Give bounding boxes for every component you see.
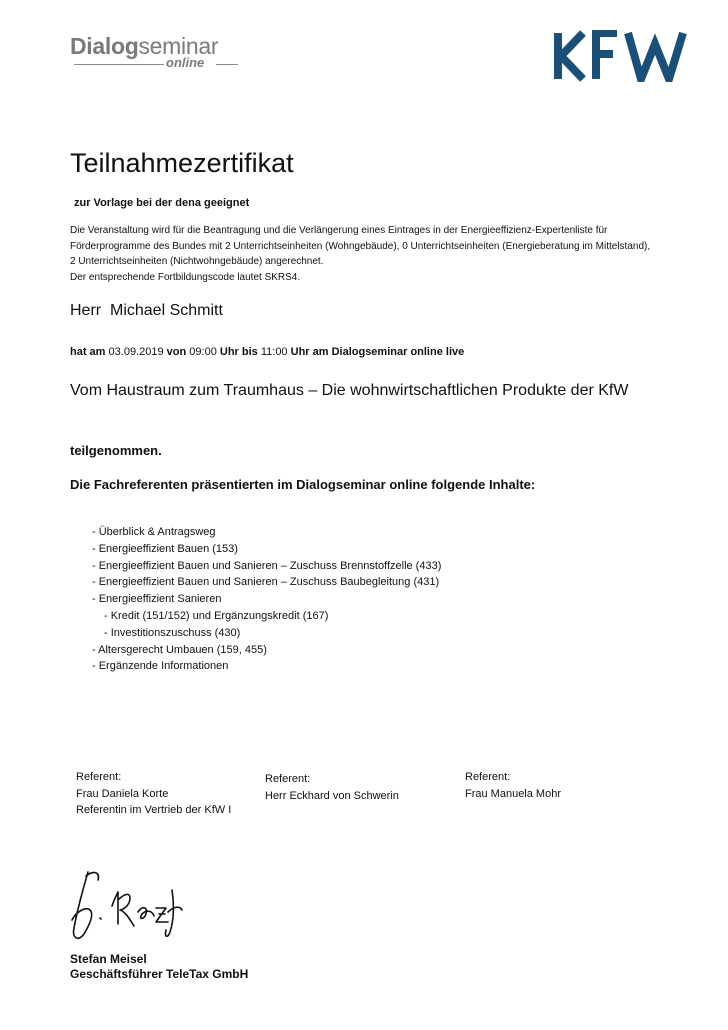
referent-label: Referent: <box>265 773 311 785</box>
list-item: - Altersgerecht Umbauen (159, 455) <box>92 643 267 656</box>
list-item: - Ergänzende Informationen <box>92 660 229 673</box>
von-label: von <box>166 346 187 358</box>
list-item: - Energieeffizient Bauen (153) <box>92 542 238 555</box>
contents-list <box>92 524 441 675</box>
participated-label: teilgenommen. <box>70 443 162 458</box>
handwritten-signature <box>64 866 194 946</box>
description-line: Die Veranstaltung wird für die Beantragung und die Verlängerung eines Eintrages in der Energieeffizienz-Expertenliste für <box>70 225 608 236</box>
certificate-subtitle: zur Vorlage bei der dena geeignet <box>74 197 250 209</box>
referent-3 <box>465 769 561 802</box>
list-item: - Energieeffizient Bauen und Sanieren – Zuschuss Baubegleitung (431) <box>92 576 440 589</box>
certificate-title: Teilnahmezertifikat <box>70 148 294 178</box>
start-time: 09:00 <box>189 346 217 358</box>
signer-block <box>70 952 248 982</box>
description-line: 2 Unterrichtseinheiten (Nichtwohngebäude) angerechnet. <box>70 256 324 267</box>
event-suffix: Uhr am Dialogseminar online live <box>290 346 465 358</box>
signer-title: Geschäftsführer TeleTax GmbH <box>70 967 249 981</box>
list-subitem: - Kredit (151/152) und Ergänzungskredit (167) <box>104 609 329 622</box>
referent-name: Frau Daniela Korte <box>76 787 169 800</box>
kfw-logo <box>553 30 693 82</box>
list-item: - Energieeffizient Bauen und Sanieren – Zuschuss Brennstoffzelle (433) <box>92 559 442 572</box>
description-line: Förderprogramme des Bundes mit 2 Unterrichtseinheiten (Wohngebäude), 0 Unterrichtseinheiten (Energieberatung im Mittelstand), <box>70 240 651 252</box>
signer-name: Stefan Meisel <box>70 952 147 966</box>
logo-line-left <box>74 64 164 65</box>
referent-role: Referentin im Vertrieb der KfW I <box>76 804 232 816</box>
certificate-description <box>70 223 720 285</box>
attendance-date-line <box>70 346 464 358</box>
recipient-name: Herr Michael Schmitt <box>70 302 223 319</box>
seminar-topic: Vom Haustraum zum Traumhaus – Die wohnwirtschaftlichen Produkte der KfW <box>70 382 629 399</box>
list-subitem: - Investitionszuschuss (430) <box>104 626 241 639</box>
hat-am-label: hat am <box>70 346 106 358</box>
list-item: - Energieeffizient Sanieren <box>92 593 222 606</box>
event-date: 03.09.2019 <box>108 346 164 358</box>
dialogseminar-logo <box>70 33 250 73</box>
referent-name: Herr Eckhard von Schwerin <box>265 789 399 802</box>
contents-heading: Die Fachreferenten präsentierten im Dialogseminar online folgende Inhalte: <box>70 477 536 492</box>
referent-label: Referent: <box>76 771 122 783</box>
dialogseminar-logo-sub: online <box>166 55 205 70</box>
referent-name: Frau Manuela Mohr <box>465 787 561 800</box>
referent-1 <box>76 769 231 819</box>
logo-line-right <box>216 64 238 65</box>
description-line: Der entsprechende Fortbildungscode lautet SKRS4. <box>70 271 301 283</box>
dialogseminar-logo-rest: seminar <box>138 33 219 59</box>
referent-2 <box>265 771 399 804</box>
dialogseminar-logo-bold: Dialog <box>70 33 139 59</box>
uhr-bis-label: Uhr bis <box>219 346 258 358</box>
list-item: - Überblick & Antragsweg <box>92 526 216 538</box>
end-time: 11:00 <box>260 346 288 358</box>
referent-label: Referent: <box>465 771 511 783</box>
